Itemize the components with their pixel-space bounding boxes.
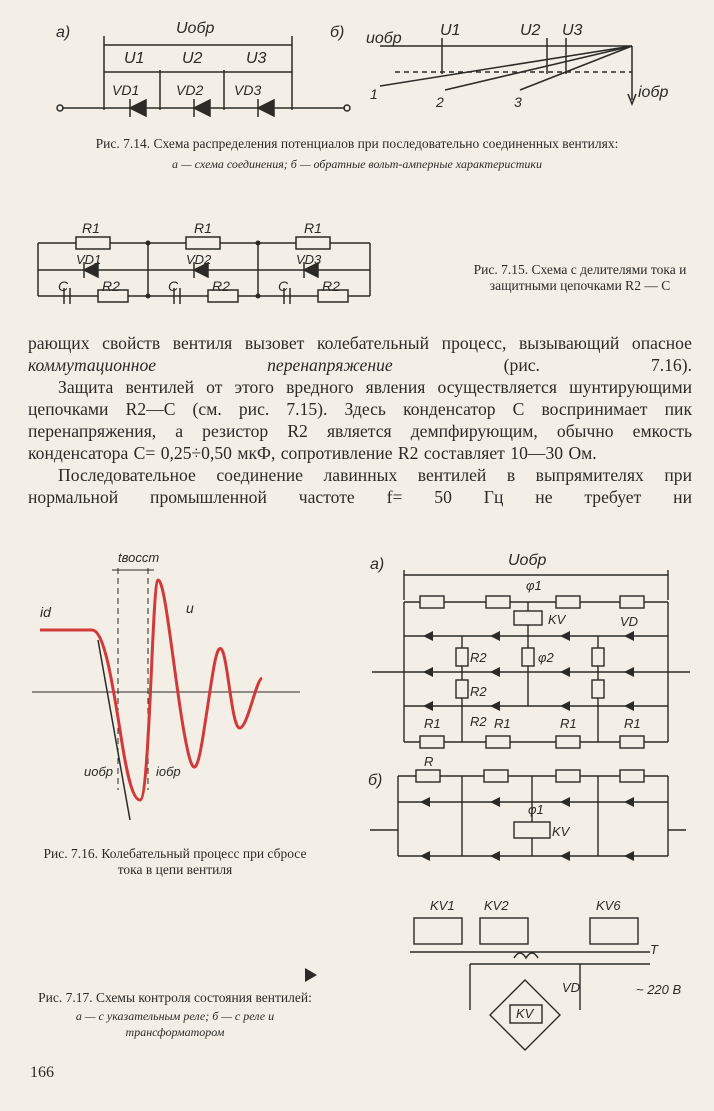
fig714-u2-b: U2 [520, 22, 541, 39]
paragraph-3: Последовательное соединение лавинных вентилей в выпрямителях при нормальной промышленной частоте f= 50 Гц не требует ни [28, 465, 692, 507]
fig714-u3-b: U3 [562, 22, 583, 39]
fig714-caption-title: Рис. 7.14. Схема распределения потенциалов при последовательно соединенных вентилях: [95, 136, 619, 151]
fig717-220v: ~ 220 В [636, 982, 682, 997]
fig714-u2: U2 [182, 50, 203, 67]
fig715-r1-1: R1 [82, 220, 100, 236]
fig717-label-b: б) [368, 772, 383, 789]
fig715-c-1: C [58, 278, 69, 294]
paragraph-1-start: рающих свойств вентиля вызовет колебательный процесс, вызывающий опасное [28, 333, 692, 353]
fig717-r1-3: R1 [560, 716, 577, 731]
fig716-caption: Рис. 7.16. Колебательный процесс при сбросе тока в цепи вентиля [43, 846, 307, 877]
page-number: 166 [30, 1064, 54, 1081]
fig715-caption: Рис. 7.15. Схема с делителями тока и защитными цепочками R2 — C [473, 262, 687, 293]
fig716-i-obr: iобр [156, 764, 181, 779]
fig715-c-2: C [168, 278, 179, 294]
fig717-kv6: KV6 [596, 898, 621, 913]
fig717-kv1: KV1 [430, 898, 455, 913]
fig717-r2-2: R2 [470, 684, 487, 699]
fig717-caption [30, 990, 320, 1040]
fig717-vd: VD [620, 614, 639, 629]
fig714-curve-1: 1 [370, 86, 378, 102]
fig714-label-b: б) [330, 24, 345, 41]
fig717-phi2: φ2 [538, 650, 554, 665]
fig717-kv-a: KV [548, 612, 566, 627]
fig714-vd1: VD1 [112, 82, 140, 98]
fig714-curve-2: 2 [436, 94, 444, 110]
fig715-vd2: VD2 [186, 252, 212, 267]
fig715-vd1: VD1 [76, 252, 102, 267]
fig714-u1-b: U1 [440, 22, 461, 39]
fig716-u-obr: uобр [84, 764, 114, 779]
fig716-u: u [186, 600, 194, 616]
fig717-kv2: KV2 [484, 898, 509, 913]
fig714-u-obr-b: uобр [366, 30, 402, 47]
fig717-caption-title: Рис. 7.17. Схемы контроля состояния вентилей: [38, 990, 312, 1005]
fig717-r2-3: R2 [470, 714, 487, 729]
fig717-r: R [424, 754, 434, 769]
fig717-r1-4: R1 [624, 716, 641, 731]
fig714-label-a: а) [56, 24, 71, 41]
fig717-r2-1: R2 [470, 650, 487, 665]
fig716-i-d: id [40, 604, 51, 620]
fig715-r1-3: R1 [304, 220, 322, 236]
fig717-u-obr: Uобр [508, 552, 547, 569]
fig714-caption-sub: а — схема соединения; б — обратные вольт-амперные характеристики [172, 157, 542, 171]
fig714-curve-3: 3 [514, 94, 522, 110]
fig717-vd-bridge: VD [562, 980, 581, 995]
fig717-caption-sub: а — с указательным реле; б — с реле и трансформатором [75, 1009, 275, 1039]
fig714-i-obr: iобр [638, 84, 669, 101]
fig714-u3: U3 [246, 50, 267, 67]
fig715-c-3: C [278, 278, 289, 294]
fig714-vd2: VD2 [176, 82, 204, 98]
fig717-label-a: а) [370, 556, 385, 573]
fig717-phi1-b: φ1 [528, 802, 544, 817]
fig715-r2-2: R2 [212, 278, 230, 294]
fig717-r1-2: R1 [494, 716, 511, 731]
fig715-vd3: VD3 [296, 252, 322, 267]
fig717-phi1: φ1 [526, 578, 542, 593]
fig714-u-obr: Uобр [176, 20, 215, 37]
paragraph-2: Защита вентилей от этого вредного явления осуществляется шунтирующими цепочками R2—C (см. рис. 7.15). Здесь конденсатор C воспринимает пик перенапряжения, а резистор R2 является демпфирующим, обычно емкость конденсатора C= 0,25÷0,50 мкФ, сопротивление R2 составляет 10—30 Ом. [28, 377, 692, 463]
fig714-vd3: VD3 [234, 82, 262, 98]
fig717-kv-b: KV [552, 824, 570, 839]
paragraph-1-emphasis: коммутационное перенапряжение [28, 355, 393, 375]
fig715-r2-3: R2 [322, 278, 340, 294]
paragraph-1-end: (рис. 7.16). [392, 355, 692, 375]
fig716-t-vosst: tвосст [118, 550, 160, 565]
fig717-r1-1: R1 [424, 716, 441, 731]
fig717-kv-bridge: KV [516, 1006, 534, 1021]
fig714-u1: U1 [124, 50, 145, 67]
fig715-r1-2: R1 [194, 220, 212, 236]
fig717-t: T [650, 942, 658, 957]
fig715-r2-1: R2 [102, 278, 120, 294]
